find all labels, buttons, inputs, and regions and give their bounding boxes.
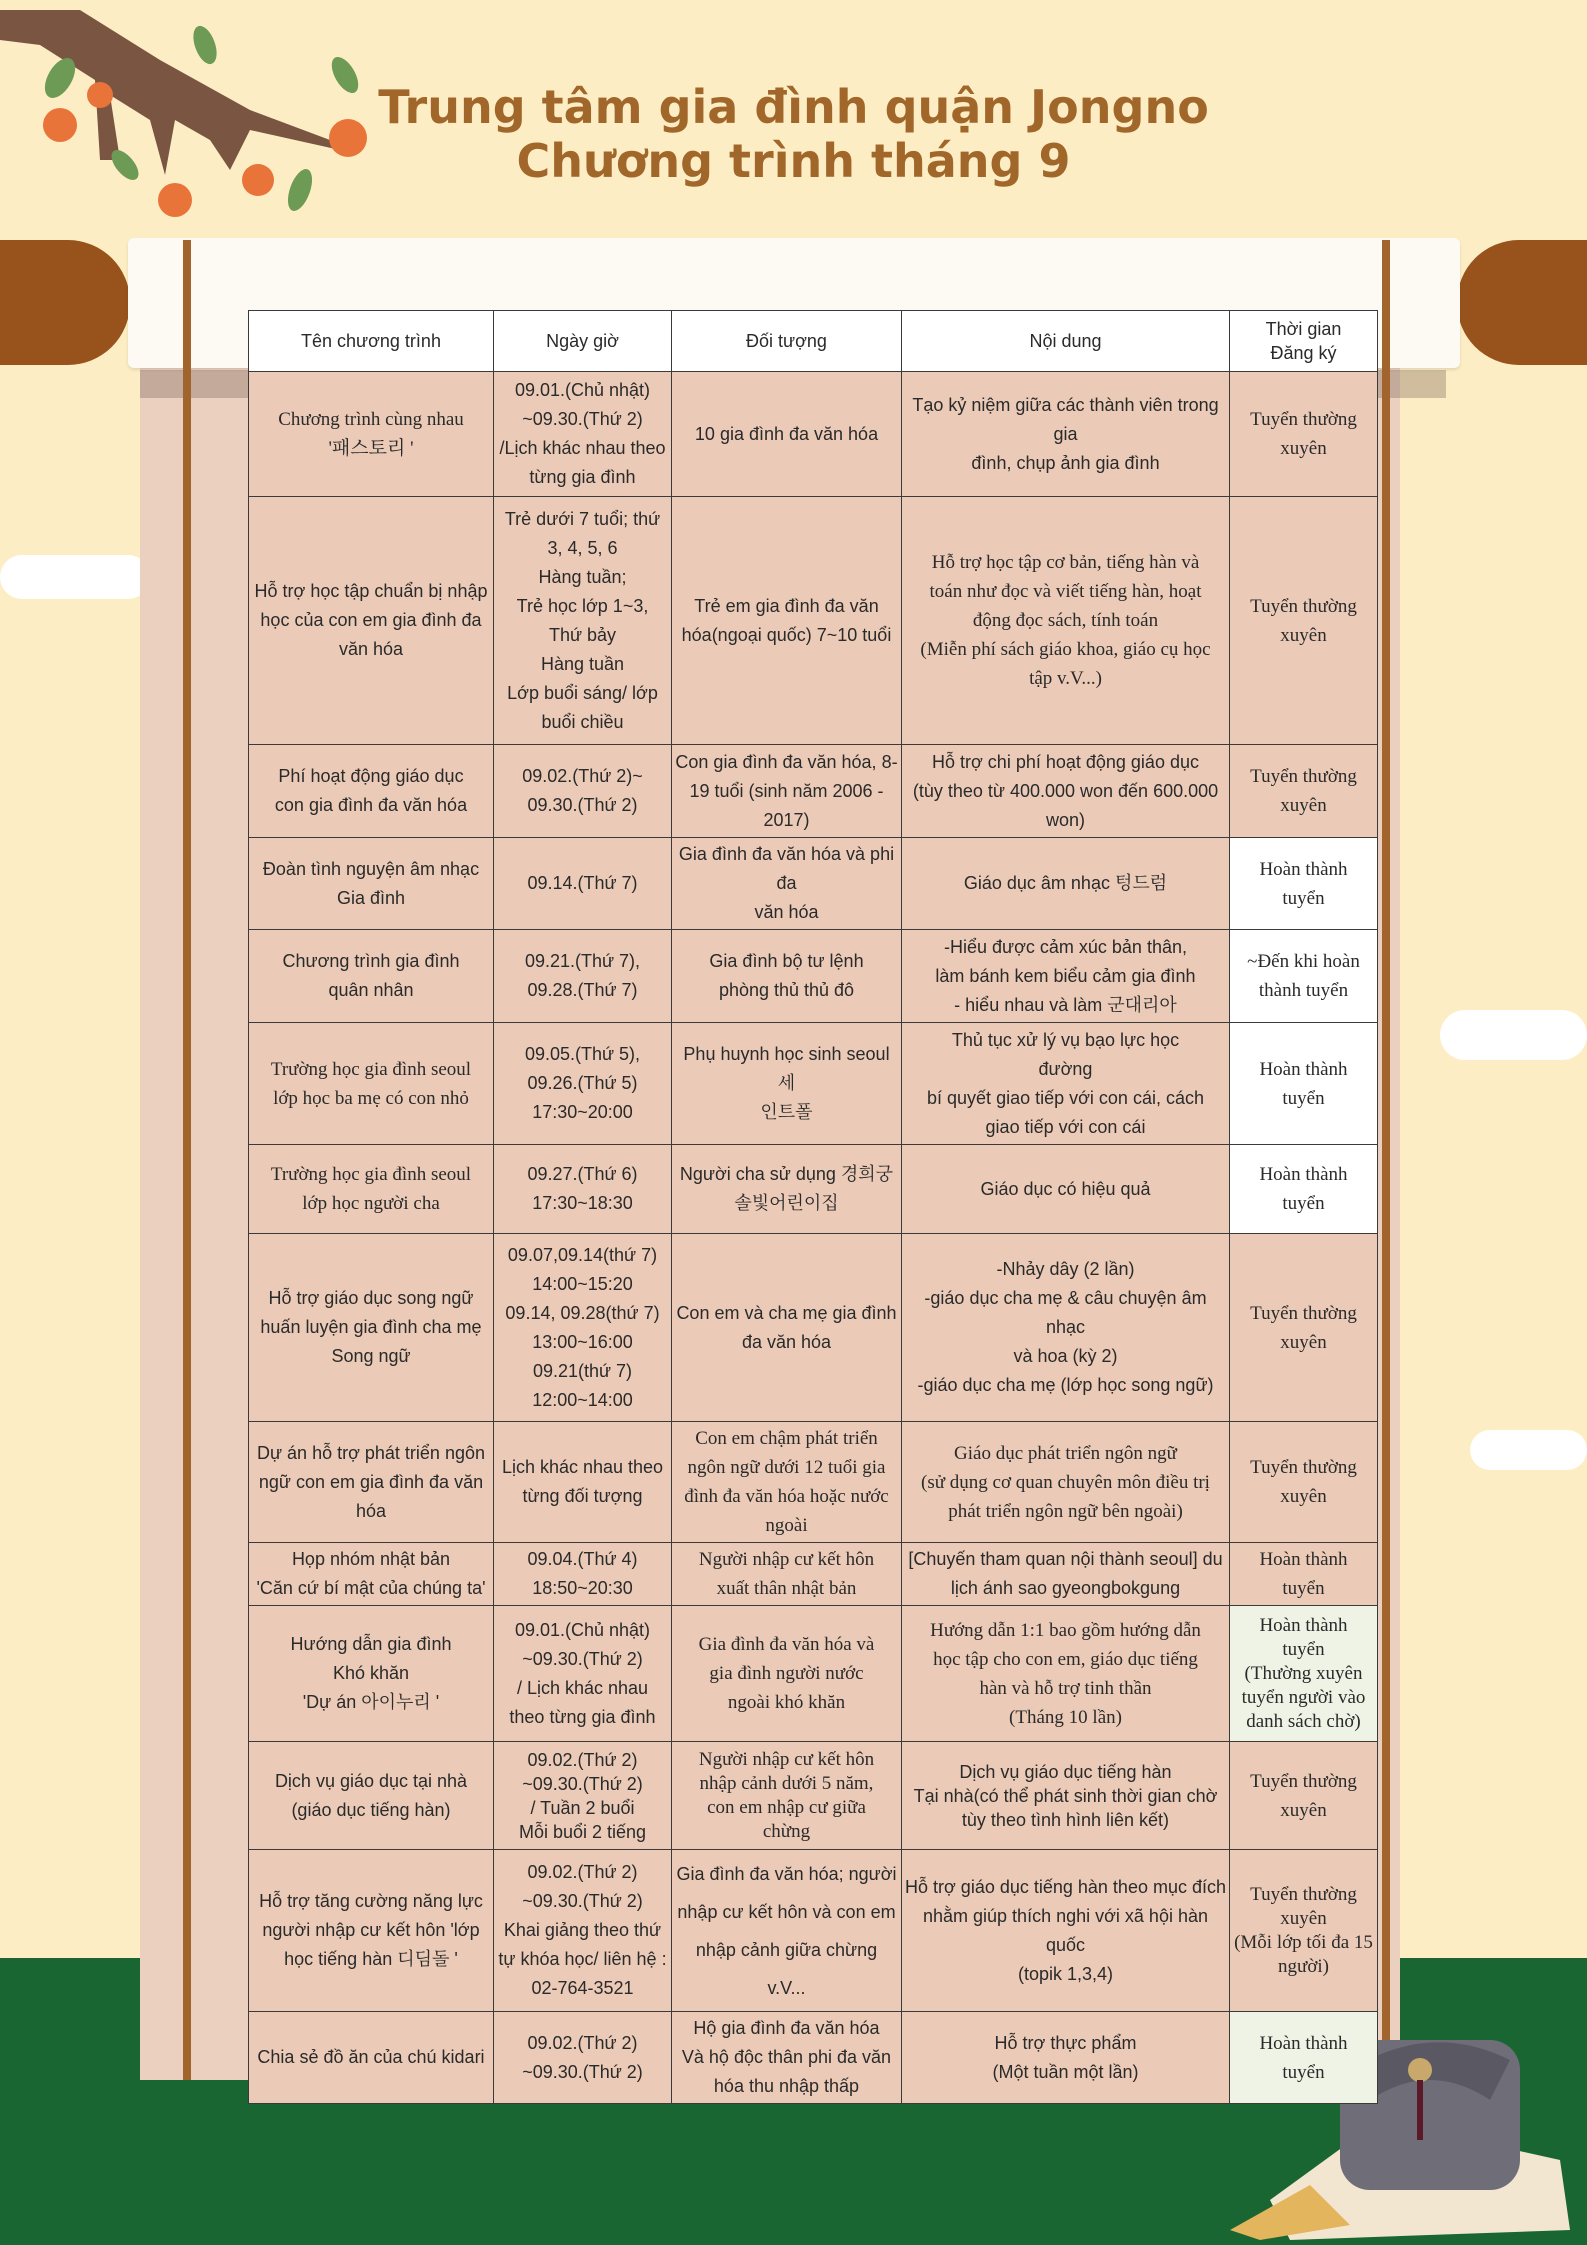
cell-name: Chương trình cùng nhau '패스토리 ': [249, 372, 494, 497]
cell-date: 09.02.(Thứ 2) ~09.30.(Thứ 2): [494, 2012, 672, 2104]
cell-name: Dự án hỗ trợ phát triển ngôn ngữ con em gia đình đa văn hóa: [249, 1422, 494, 1543]
scroll-line-right: [1382, 240, 1390, 2080]
cell-content: Giáo dục có hiệu quả: [902, 1145, 1230, 1234]
cell-registration: ~Đến khi hoàn thành tuyển: [1230, 930, 1378, 1023]
cell-name: Đoàn tình nguyện âm nhạc Gia đình: [249, 838, 494, 930]
header-target: Đối tượng: [672, 311, 902, 372]
scroll-knob-icon: [0, 240, 130, 365]
cloud-icon: [0, 555, 150, 599]
table-header-row: [249, 311, 1378, 372]
cell-registration: Tuyển thường xuyên: [1230, 1742, 1378, 1850]
cell-target: Gia đình đa văn hóa và gia đình người nước ngoài khó khăn: [672, 1606, 902, 1742]
cell-registration: Tuyển thường xuyên: [1230, 1234, 1378, 1422]
cell-name: Trường học gia đình seoul lớp học ba mẹ có con nhỏ: [249, 1023, 494, 1145]
cell-registration: Hoàn thành tuyển (Thường xuyên tuyển người vào danh sách chờ): [1230, 1606, 1378, 1742]
table-row: [249, 1606, 1378, 1742]
table-row: [249, 1422, 1378, 1543]
cell-content: Thủ tục xử lý vụ bạo lực học đường bí quyết giao tiếp với con cái, cách giao tiếp với con cái: [902, 1023, 1230, 1145]
table-row: [249, 1543, 1378, 1606]
cell-date: 09.02.(Thứ 2)~ 09.30.(Thứ 2): [494, 745, 672, 838]
cell-target: Người nhập cư kết hôn nhập cảnh dưới 5 năm, con em nhập cư giữa chừng: [672, 1742, 902, 1850]
header-program-name: Tên chương trình: [249, 311, 494, 372]
cell-content: Dịch vụ giáo dục tiếng hàn Tại nhà(có thể phát sinh thời gian chờ tùy theo tình hình liên kết): [902, 1742, 1230, 1850]
scroll-line-left: [183, 240, 191, 2080]
cell-target: Người cha sử dụng 경희궁 솔빛어린이집: [672, 1145, 902, 1234]
cell-name: Trường học gia đình seoul lớp học người cha: [249, 1145, 494, 1234]
scroll-knob-icon: [1457, 240, 1587, 365]
cell-content: Giáo dục âm nhạc 텅드럼: [902, 838, 1230, 930]
table-row: [249, 1234, 1378, 1422]
cell-target: Phụ huynh học sinh seoul 세 인트폴: [672, 1023, 902, 1145]
cell-date: 09.27.(Thứ 6) 17:30~18:30: [494, 1145, 672, 1234]
table-row: [249, 930, 1378, 1023]
cell-registration: Tuyển thường xuyên: [1230, 745, 1378, 838]
cell-date: 09.01.(Chủ nhật) ~09.30.(Thứ 2) / Lịch khác nhau theo từng gia đình: [494, 1606, 672, 1742]
cell-date: 09.05.(Thứ 5), 09.26.(Thứ 5) 17:30~20:00: [494, 1023, 672, 1145]
cell-target: Hộ gia đình đa văn hóa Và hộ độc thân phi đa văn hóa thu nhập thấp: [672, 2012, 902, 2104]
cell-target: Con em và cha mẹ gia đình đa văn hóa: [672, 1234, 902, 1422]
cell-name: Hỗ trợ giáo dục song ngữ huấn luyện gia đình cha mẹ Song ngữ: [249, 1234, 494, 1422]
cell-date: 09.07,09.14(thứ 7) 14:00~15:20 09.14, 09.28(thứ 7) 13:00~16:00 09.21(thứ 7) 12:00~14:00: [494, 1234, 672, 1422]
cloud-icon: [1470, 1430, 1587, 1470]
table-row: [249, 1742, 1378, 1850]
cell-registration: Tuyển thường xuyên (Mỗi lớp tối đa 15 người): [1230, 1850, 1378, 2012]
cell-registration: Hoàn thành tuyển: [1230, 838, 1378, 930]
cell-registration: Tuyển thường xuyên: [1230, 372, 1378, 497]
cell-name: Chia sẻ đồ ăn của chú kidari: [249, 2012, 494, 2104]
cell-registration: Hoàn thành tuyển: [1230, 2012, 1378, 2104]
page-title-line1: Trung tâm gia đình quận Jongno: [378, 80, 1209, 134]
table-row: [249, 1145, 1378, 1234]
cell-date: 09.04.(Thứ 4) 18:50~20:30: [494, 1543, 672, 1606]
cell-name: Dịch vụ giáo dục tại nhà (giáo dục tiếng hàn): [249, 1742, 494, 1850]
page-title-line2: Chương trình tháng 9: [516, 134, 1071, 188]
cell-content: Hỗ trợ giáo dục tiếng hàn theo mục đích nhằm giúp thích nghi với xã hội hàn quốc (topik 1,3,4): [902, 1850, 1230, 2012]
table-row: [249, 1023, 1378, 1145]
cloud-icon: [1440, 1010, 1587, 1060]
cell-content: [Chuyến tham quan nội thành seoul] du lịch ánh sao gyeongbokgung: [902, 1543, 1230, 1606]
cell-content: Hỗ trợ chi phí hoạt động giáo dục (tùy theo từ 400.000 won đến 600.000 won): [902, 745, 1230, 838]
program-table: [248, 310, 1378, 2104]
cell-registration: Hoàn thành tuyển: [1230, 1543, 1378, 1606]
cell-target: Gia đình đa văn hóa; người nhập cư kết hôn và con em nhập cảnh giữa chừng v.V...: [672, 1850, 902, 2012]
header-content: Nội dung: [902, 311, 1230, 372]
cell-date: 09.02.(Thứ 2) ~09.30.(Thứ 2) / Tuần 2 buổi Mỗi buổi 2 tiếng: [494, 1742, 672, 1850]
header-registration: Thời gian Đăng ký: [1230, 311, 1378, 372]
table-row: [249, 1850, 1378, 2012]
cell-target: Con em chậm phát triển ngôn ngữ dưới 12 tuổi gia đình đa văn hóa hoặc nước ngoài: [672, 1422, 902, 1543]
cell-content: Tạo kỷ niệm giữa các thành viên trong gia đình, chụp ảnh gia đình: [902, 372, 1230, 497]
cell-content: Hướng dẫn 1:1 bao gồm hướng dẫn học tập cho con em, giáo dục tiếng hàn và hỗ trợ tinh thần (Tháng 10 lần): [902, 1606, 1230, 1742]
table-row: [249, 745, 1378, 838]
cell-content: Hỗ trợ học tập cơ bản, tiếng hàn và toán như đọc và viết tiếng hàn, hoạt động đọc sách, tính toán (Miễn phí sách giáo khoa, giáo cụ học tập v.V...): [902, 497, 1230, 745]
table-row: [249, 2012, 1378, 2104]
header-date-time: Ngày giờ: [494, 311, 672, 372]
cell-name: Hỗ trợ tăng cường năng lực người nhập cư kết hôn 'lớp học tiếng hàn 디딤돌 ': [249, 1850, 494, 2012]
table-row: [249, 497, 1378, 745]
cell-name: Họp nhóm nhật bản 'Căn cứ bí mật của chúng ta': [249, 1543, 494, 1606]
cell-target: Người nhập cư kết hôn xuất thân nhật bản: [672, 1543, 902, 1606]
cell-registration: Hoàn thành tuyển: [1230, 1145, 1378, 1234]
cell-name: Hướng dẫn gia đình Khó khăn 'Dự án 아이누리 ': [249, 1606, 494, 1742]
cell-target: 10 gia đình đa văn hóa: [672, 372, 902, 497]
cell-date: 09.02.(Thứ 2) ~09.30.(Thứ 2) Khai giảng theo thứ tự khóa học/ liên hệ : 02-764-3521: [494, 1850, 672, 2012]
cell-registration: Tuyển thường xuyên: [1230, 497, 1378, 745]
cell-target: Gia đình bộ tư lệnh phòng thủ thủ đô: [672, 930, 902, 1023]
cell-content: Giáo dục phát triển ngôn ngữ (sử dụng cơ quan chuyên môn điều trị phát triển ngôn ngữ bên ngoài): [902, 1422, 1230, 1543]
cell-name: Chương trình gia đình quân nhân: [249, 930, 494, 1023]
table-row: [249, 372, 1378, 497]
table-row: [249, 838, 1378, 930]
cell-content: Hỗ trợ thực phẩm (Một tuần một lần): [902, 2012, 1230, 2104]
cell-name: Phí hoạt động giáo dục con gia đình đa văn hóa: [249, 745, 494, 838]
cell-name: Hỗ trợ học tập chuẩn bị nhập học của con em gia đình đa văn hóa: [249, 497, 494, 745]
cell-target: Gia đình đa văn hóa và phi đa văn hóa: [672, 838, 902, 930]
cell-date: Trẻ dưới 7 tuổi; thứ 3, 4, 5, 6 Hàng tuần; Trẻ học lớp 1~3, Thứ bảy Hàng tuần Lớp buổi sáng/ lớp buổi chiều: [494, 497, 672, 745]
cell-registration: Hoàn thành tuyển: [1230, 1023, 1378, 1145]
cell-target: Con gia đình đa văn hóa, 8- 19 tuổi (sinh năm 2006 - 2017): [672, 745, 902, 838]
cell-date: 09.14.(Thứ 7): [494, 838, 672, 930]
cell-registration: Tuyển thường xuyên: [1230, 1422, 1378, 1543]
cell-date: 09.21.(Thứ 7), 09.28.(Thứ 7): [494, 930, 672, 1023]
cell-target: Trẻ em gia đình đa văn hóa(ngoại quốc) 7~10 tuổi: [672, 497, 902, 745]
cell-date: 09.01.(Chủ nhật) ~09.30.(Thứ 2) /Lịch khác nhau theo từng gia đình: [494, 372, 672, 497]
cell-date: Lịch khác nhau theo từng đối tượng: [494, 1422, 672, 1543]
cell-content: -Nhảy dây (2 lần) -giáo dục cha mẹ & câu chuyện âm nhạc và hoa (kỳ 2) -giáo dục cha mẹ (lớp học song ngữ): [902, 1234, 1230, 1422]
cell-content: -Hiểu được cảm xúc bản thân, làm bánh kem biểu cảm gia đình - hiểu nhau và làm 군대리아: [902, 930, 1230, 1023]
